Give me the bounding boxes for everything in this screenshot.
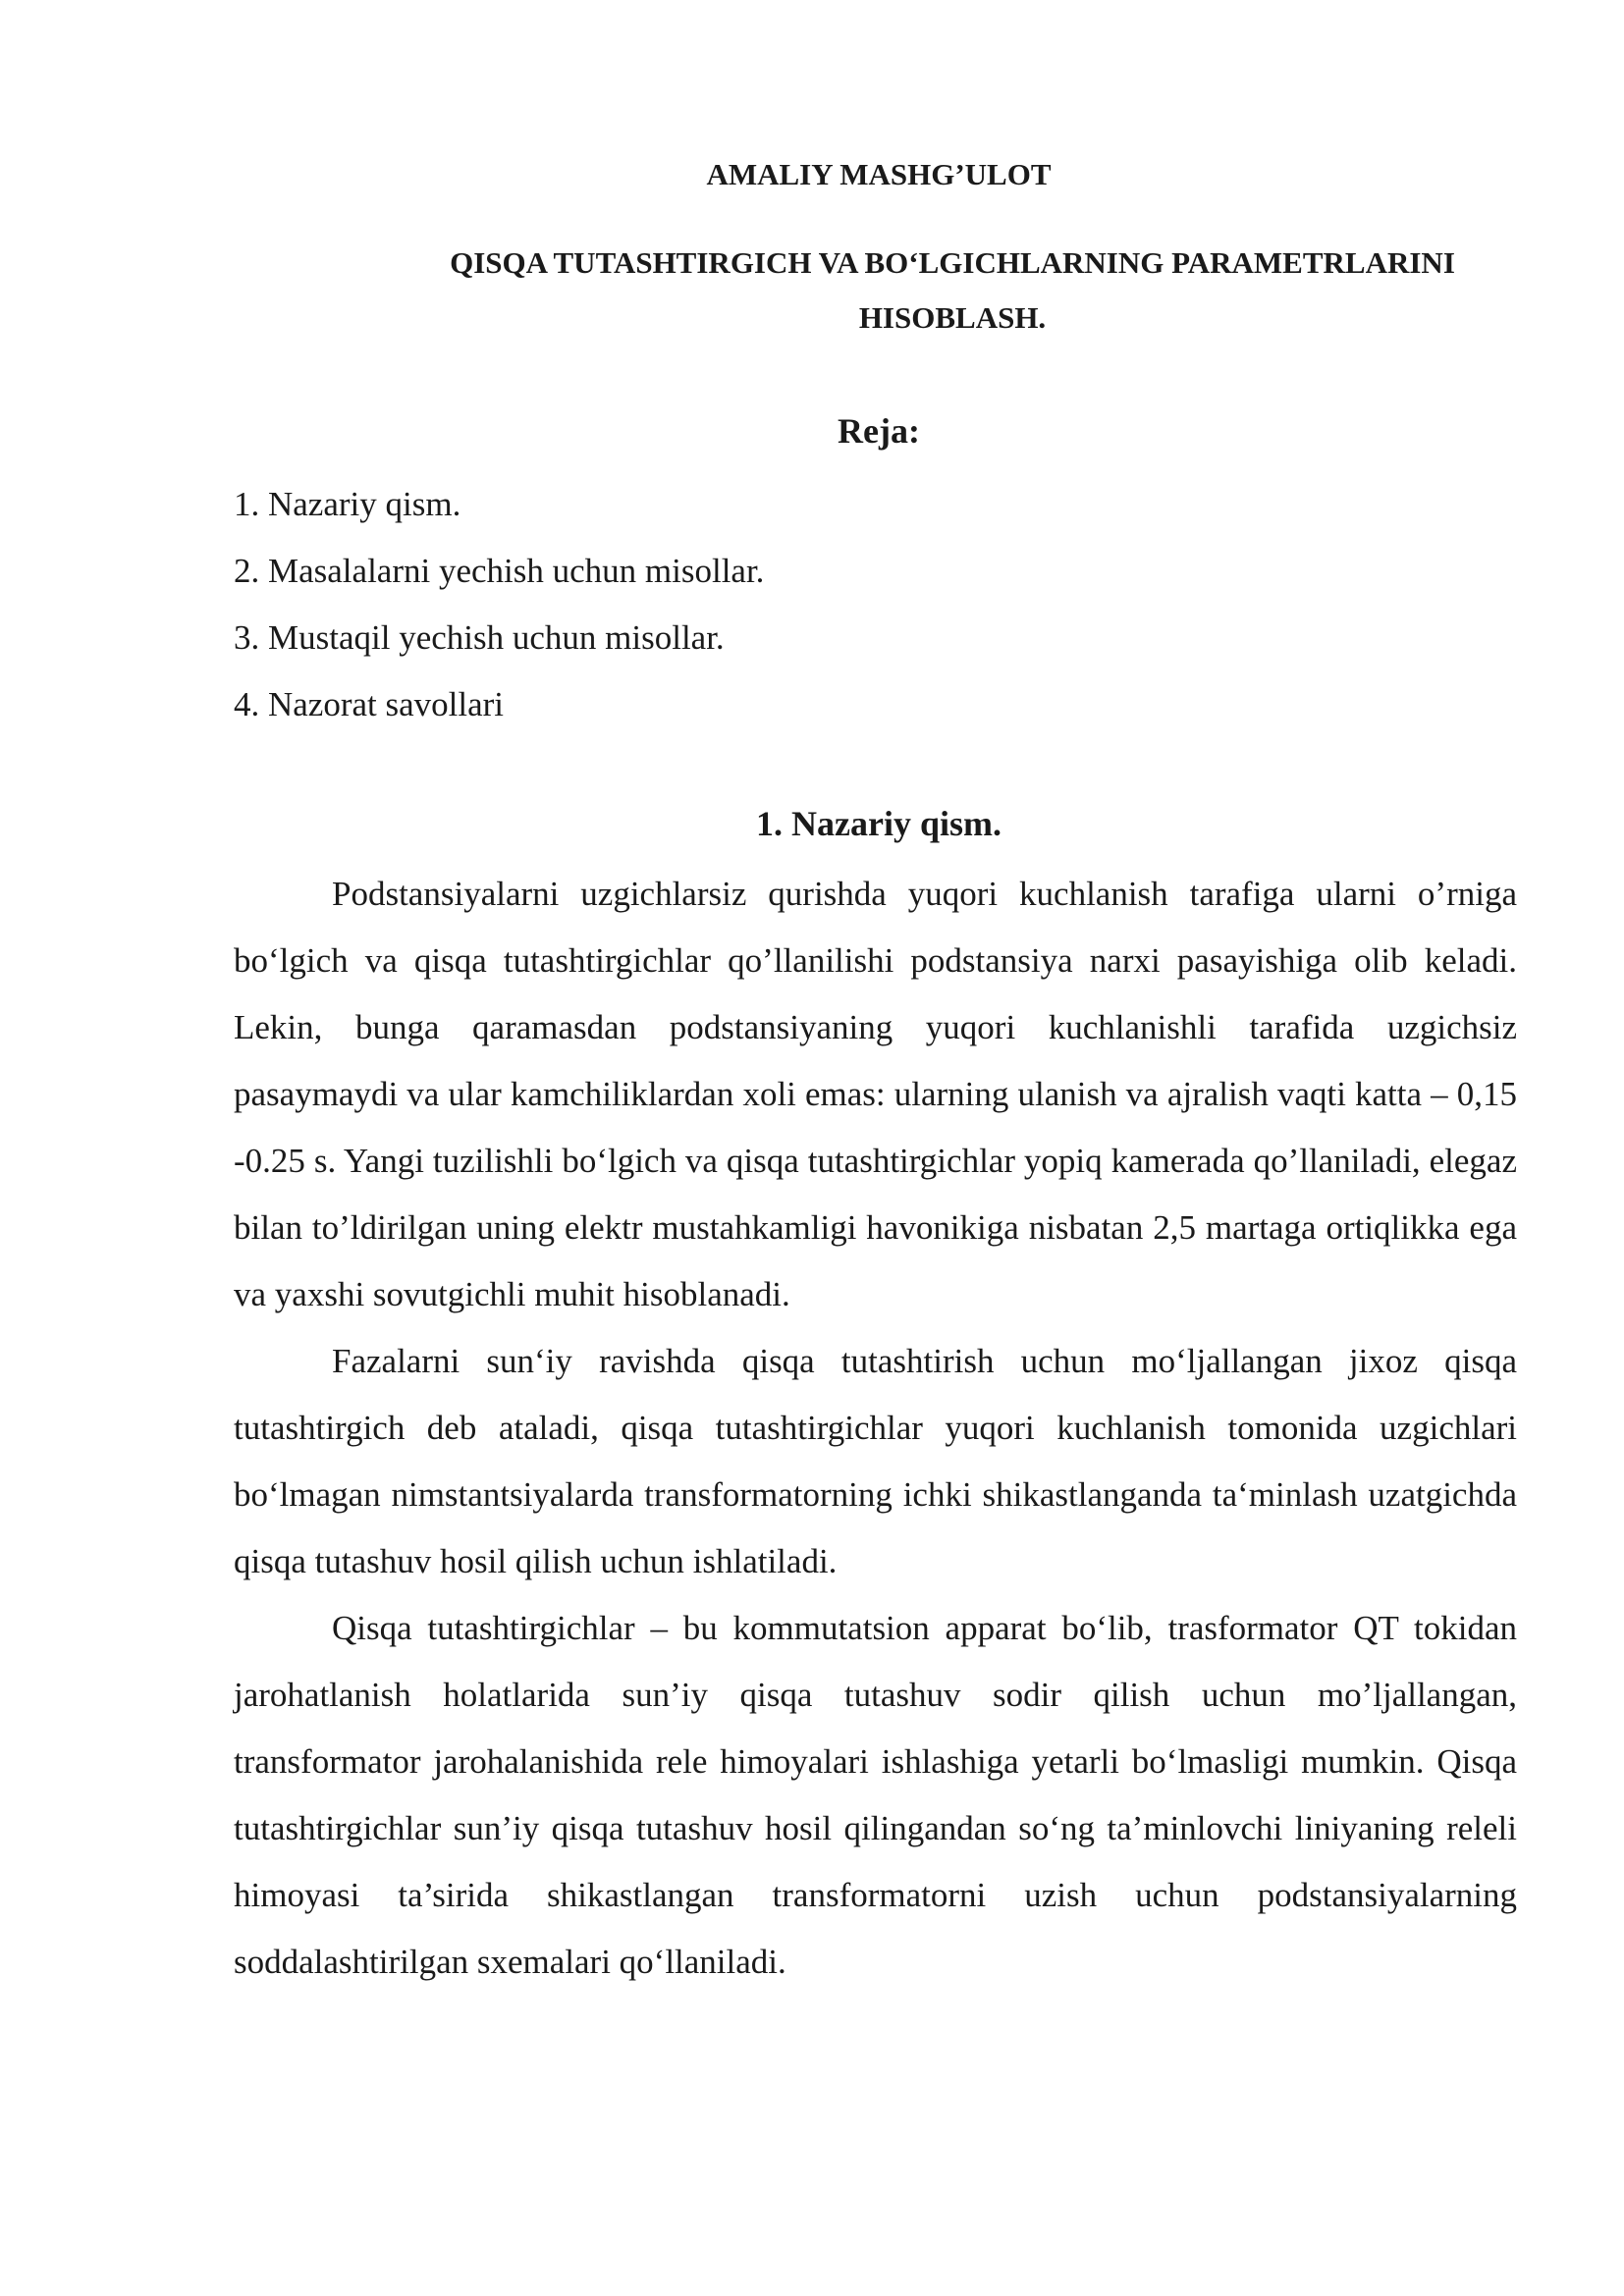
paragraph: Fazalarni sun‘iy ravishda qisqa tutashtirish uchun mo‘ljallangan jixoz qisqa tutashtirgich deb ataladi, qisqa tutashtirgichlar yuqori kuchlanish tomonida uzgichlari bo‘lmagan nimstantsiyalarda transformatorning ichki shikastlanganda ta‘minlash uzatgichda qisqa tutashuv hosil qilish uchun ishlatiladi. (234, 1342, 1517, 1580)
plan-item: 4. Nazorat savollari (234, 685, 505, 723)
plan-item: 1. Nazariy qism. (234, 485, 461, 523)
page-subtitle: QISQA TUTASHTIRGICH VA BO‘LGICHLARNING PARAMETRLARINI HISOBLASH. (450, 245, 1455, 335)
plan-list (234, 471, 764, 738)
section-body (234, 861, 1517, 1996)
page-title: AMALIY MASHG’ULOT (706, 157, 1052, 191)
plan-item: 3. Mustaqil yechish uchun misollar. (234, 618, 725, 657)
plan-heading: Reja: (838, 411, 920, 451)
section-heading: 1. Nazariy qism. (756, 804, 1001, 843)
paragraph: Podstansiyalarni uzgichlarsiz qurishda yuqori kuchlanish tarafiga ularni o’rniga bo‘lgich va qisqa tutashtirgichlar qo’llanilishi podstansiya narxi pasayishiga olib keladi. Lekin, bunga qaramasdan podstansiyaning yuqori kuchlanishli tarafida uzgichsiz pasaymaydi va ular kamchiliklardan xoli emas: ularning ulanish va ajralish vaqti katta – 0,15 -0.25 s. Yangi tuzilishli bo‘lgich va qisqa tutashtirgichlar yopiq kamerada qo’llaniladi, elegaz bilan to’ldirilgan uning elektr mustahkamligi havonikiga nisbatan 2,5 martaga ortiqlikka ega va yaxshi sovutgichli muhit hisoblanadi. (234, 875, 1517, 1313)
paragraph: Qisqa tutashtirgichlar – bu kommutatsion apparat bo‘lib, trasformator QT tokidan jarohatlanish holatlarida sun’iy qisqa tutashuv sodir qilish uchun mo’ljallangan, transformator jarohalanishida rele himoyalari ishlashiga yetarli bo‘lmasligi mumkin. Qisqa tutashtirgichlar sun’iy qisqa tutashuv hosil qilingandan so‘ng ta’minlovchi liniyaning releli himoyasi ta’sirida shikastlangan transformatorni uzish uchun podstansiyalarning soddalashtirilgan sxemalari qo‘llaniladi. (234, 1609, 1517, 1981)
plan-item: 2. Masalalarni yechish uchun misollar. (234, 552, 765, 590)
